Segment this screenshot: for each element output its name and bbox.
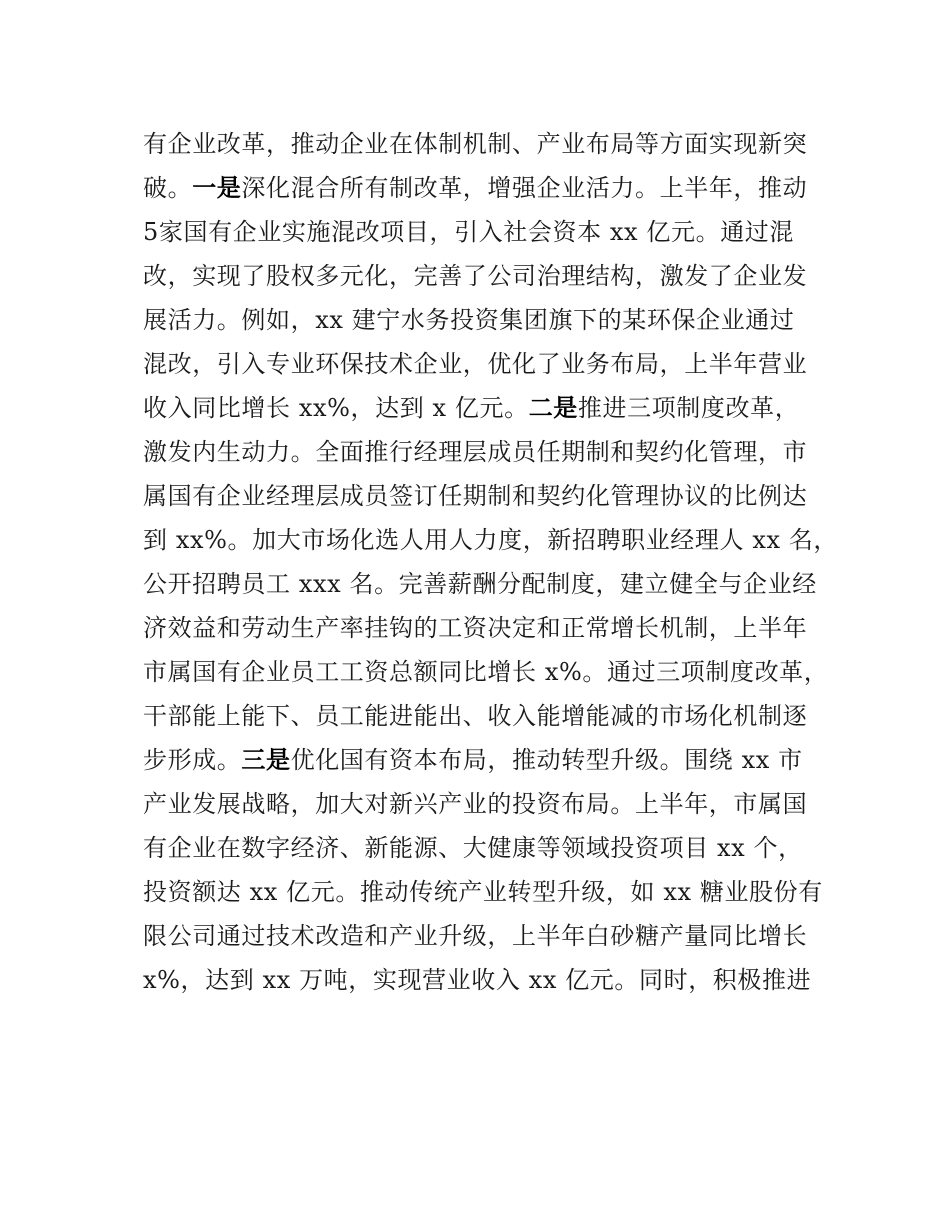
text-line [143,826,823,870]
text-line [143,386,823,430]
text-segment: 干部能上能下、员工能进能出、收入能增能减的市场化机制逐 [143,702,808,730]
text-line [143,782,823,826]
text-line [143,650,829,694]
text-segment: 激发内生动力。全面推行经理层成员任期制和契约化管理，市 [143,438,808,466]
text-line [143,254,823,298]
text-line [143,870,823,914]
text-line [143,694,823,738]
text-segment: 有企业在数字经济、新能源、大健康等领域投资项目 xx 个， [143,834,803,862]
text-line [143,210,823,254]
bold-marker: 三是 [241,746,291,774]
text-segment: 混改，引入专业环保技术企业，优化了业务布局，上半年营业 [143,350,808,378]
text-line [143,474,823,518]
bold-marker: 一是 [192,174,242,202]
text-line [143,606,823,650]
text-segment: 展活力。例如，xx 建宁水务投资集团旗下的某环保企业通过 [143,306,795,334]
text-line [143,518,839,562]
text-segment: 收入同比增长 xx%，达到 x 亿元。 [143,394,529,422]
text-segment: 推进三项制度改革， [577,394,800,422]
text-line [143,122,823,166]
text-segment: 产业发展战略，加大对新兴产业的投资布局。上半年，市属国 [143,790,808,818]
text-segment: 有企业改革，推动企业在体制机制、产业布局等方面实现新突 [143,130,808,158]
text-segment: 深化混合所有制改革，增强企业活力。上半年，推动 [241,174,808,202]
body-text [143,122,839,1002]
text-line [143,342,823,386]
text-segment: 属国有企业经理层成员签订任期制和契约化管理协议的比例达 [143,482,808,510]
text-segment: 优化国有资本布局，推动转型升级。围绕 xx 市 [290,746,803,774]
text-segment: 到 xx%。加大市场化选人用人力度，新招聘职业经理人 xx 名， [143,526,839,554]
text-segment: 投资额达 xx 亿元。推动传统产业转型升级，如 xx 糖业股份有 [143,878,823,906]
text-segment: 5家国有企业实施混改项目，引入社会资本 xx 亿元。通过混 [143,218,794,246]
bold-marker: 二是 [528,394,578,422]
text-line [143,958,823,1002]
text-line [143,430,823,474]
text-line [143,914,823,958]
text-segment: x%，达到 xx 万吨，实现营业收入 xx 亿元。同时，积极推进 [143,966,812,994]
text-segment: 限公司通过技术改造和产业升级，上半年白砂糖产量同比增长 [143,922,808,950]
text-line [143,562,823,606]
text-line [143,738,823,782]
text-segment: 公开招聘员工 xxx 名。完善薪酬分配制度，建立健全与企业经 [143,570,817,598]
text-segment: 市属国有企业员工工资总额同比增长 x%。通过三项制度改革， [143,658,829,686]
text-segment: 改，实现了股权多元化，完善了公司治理结构，激发了企业发 [143,262,808,290]
text-segment: 步形成。 [143,746,242,774]
text-segment: 破。 [143,174,193,202]
text-line [143,166,823,210]
text-line [143,298,823,342]
text-segment: 济效益和劳动生产率挂钩的工资决定和正常增长机制，上半年 [143,614,808,642]
